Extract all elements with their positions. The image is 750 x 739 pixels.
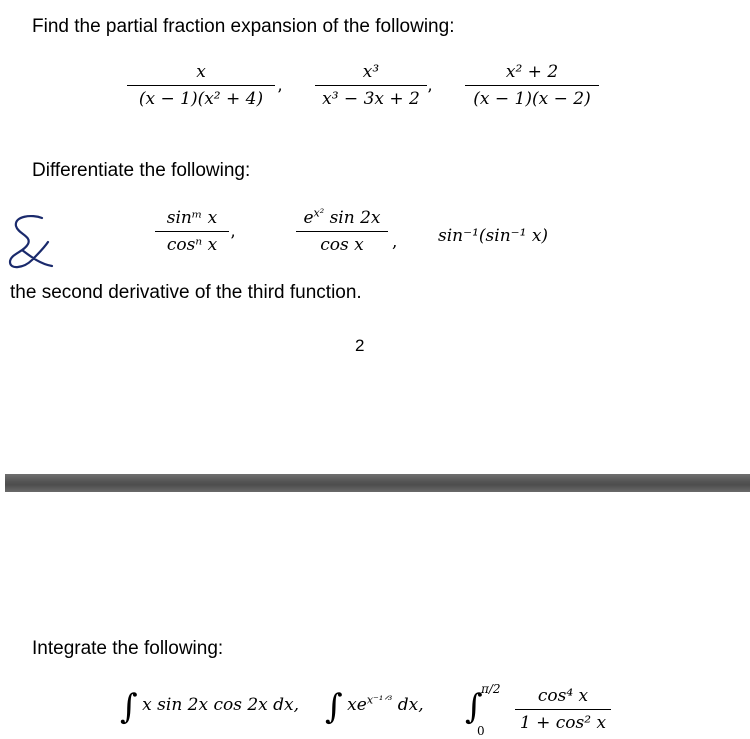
integral-2-rest: dx, <box>392 695 424 715</box>
derivative-expression-3: sin⁻¹(sin⁻¹ x) <box>438 226 549 246</box>
derivative-fraction-2 <box>296 208 388 255</box>
integral-1-body: x sin 2x cos 2x dx, <box>142 695 300 715</box>
integral-3-denominator: 1 + cos² x <box>519 713 607 733</box>
page-divider <box>5 474 750 492</box>
handwritten-ampersand-mark <box>2 212 54 272</box>
integral-sign-3: ∫ <box>465 687 483 727</box>
integral-sign-2: ∫ <box>325 687 343 727</box>
integral-sign-1: ∫ <box>120 687 138 727</box>
fraction-2-numerator: x³ <box>362 62 380 82</box>
integral-2-body <box>347 695 423 715</box>
integral-3-bar <box>515 709 611 710</box>
derivative-fraction-2-denominator: cos x <box>320 235 364 255</box>
fraction-1-denominator: (x − 1)(x² + 4) <box>138 89 264 109</box>
derivative-fraction-2-bar <box>296 231 388 232</box>
integral-3-lower-limit: 0 <box>477 724 485 738</box>
fraction-2 <box>315 62 427 109</box>
integral-2-exponent: x⁻¹ᐟ³ <box>366 693 393 707</box>
fraction-2-separator: ’ <box>427 86 433 106</box>
integrate-heading: Integrate the following: <box>32 638 224 659</box>
differentiate-heading: Differentiate the following: <box>32 160 251 181</box>
integral-1 <box>120 687 300 727</box>
fraction-1-bar <box>127 85 275 86</box>
derivative-fraction-1-numerator: sinᵐ x <box>166 208 218 228</box>
fraction-2-bar <box>315 85 427 86</box>
derivative-fraction-2-numerator <box>296 208 388 229</box>
fraction-3-denominator: (x − 1)(x − 2) <box>473 89 591 109</box>
fraction-3 <box>465 62 599 109</box>
numerator-rest: sin 2x <box>324 208 381 228</box>
page-number: 2 <box>355 336 365 355</box>
integral-2 <box>325 687 424 727</box>
fraction-3-numerator: x² + 2 <box>505 62 559 82</box>
exp-base: e <box>303 208 314 228</box>
fraction-1 <box>127 62 275 109</box>
fraction-1-numerator: x <box>196 62 206 82</box>
integral-3-upper-limit: π/2 <box>481 682 501 696</box>
integral-3-numerator: cos⁴ x <box>537 686 589 706</box>
fraction-1-separator: ’ <box>277 86 283 106</box>
partial-fraction-heading: Find the partial fraction expansion of the following: <box>32 16 455 37</box>
exp-power: x² <box>313 206 325 220</box>
fraction-2-denominator: x³ − 3x + 2 <box>322 89 420 109</box>
derivative-fraction-1-bar <box>155 231 229 232</box>
integral-3-fraction <box>515 686 611 733</box>
derivative-fraction-1-separator: ’ <box>230 232 236 252</box>
derivative-fraction-1 <box>155 208 229 255</box>
integral-2-base: xe <box>347 695 367 715</box>
fraction-3-bar <box>465 85 599 86</box>
derivative-fraction-2-separator: , <box>392 232 398 252</box>
integral-3 <box>465 680 625 738</box>
derivative-fraction-1-denominator: cosⁿ x <box>166 235 218 255</box>
second-derivative-note: the second derivative of the third function. <box>10 282 362 303</box>
